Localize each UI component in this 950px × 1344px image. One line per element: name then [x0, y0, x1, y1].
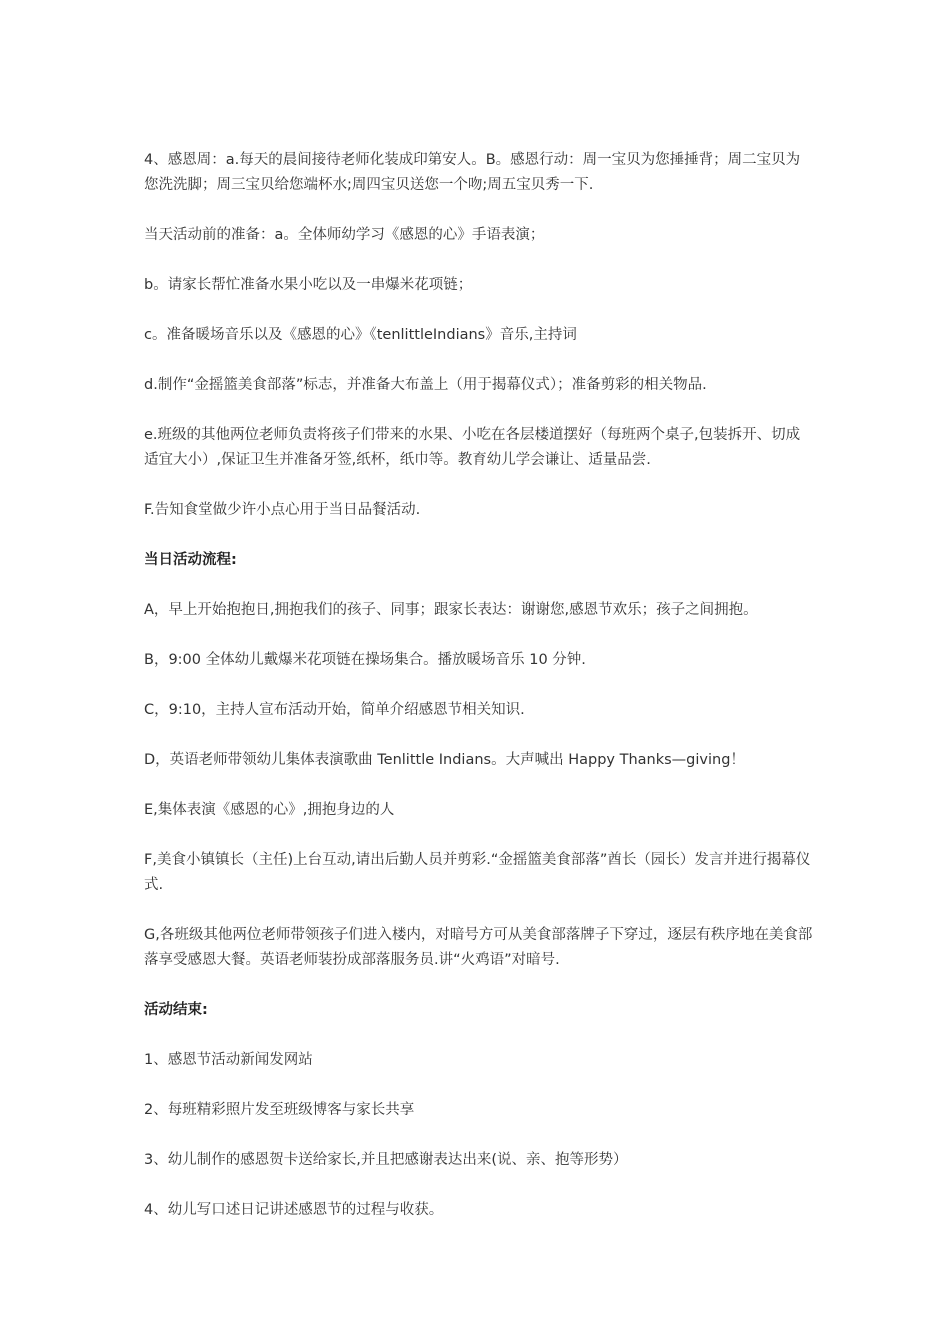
section-heading-end: 活动结束:: [144, 1002, 208, 1018]
paragraph-16: 2、每班精彩照片发至班级博客与家长共享: [144, 1102, 415, 1118]
paragraph-4: c。准备暖场音乐以及《感恩的心》《tenlittleIndians》音乐,主持词: [144, 327, 577, 343]
paragraph-10: C，9:10，主持人宣布活动开始，简单介绍感恩节相关知识.: [144, 702, 525, 718]
paragraph-1: 4、感恩周：a.每天的晨间接待老师化装成印第安人。B。感恩行动：周一宝贝为您捶捶背；周二宝贝为您洗洗脚；周三宝贝给您端杯水;周四宝贝送您一个吻;周五宝贝秀一下.: [144, 152, 801, 193]
paragraph-3: b。请家长帮忙准备水果小吃以及一串爆米花项链；: [144, 277, 473, 293]
paragraph-15: 1、感恩节活动新闻发网站: [144, 1052, 313, 1068]
document-page: [144, 148, 814, 1248]
paragraph-6: e.班级的其他两位老师负责将孩子们带来的水果、小吃在各层楼道摆好（每班两个桌子,包装拆开、切成适宜大小）,保证卫生并准备牙签,纸杯，纸巾等。教育幼儿学会谦让、适量品尝.: [144, 427, 801, 468]
paragraph-11: D，英语老师带领幼儿集体表演歌曲 Tenlittle Indians。大声喊出 Happy Thanks—giving！: [144, 752, 745, 768]
section-heading-flow: 当日活动流程:: [144, 552, 237, 568]
paragraph-8: A，早上开始抱抱日,拥抱我们的孩子、同事；跟家长表达：谢谢您,感恩节欢乐；孩子之间拥抱。: [144, 602, 758, 618]
paragraph-18: 4、幼儿写口述日记讲述感恩节的过程与收获。: [144, 1202, 444, 1218]
paragraph-17: 3、幼儿制作的感恩贺卡送给家长,并且把感谢表达出来(说、亲、抱等形势）: [144, 1152, 628, 1168]
paragraph-13: F,美食小镇镇长（主任)上台互动,请出后勤人员并剪彩.“金摇篮美食部落”酋长（园长）发言并进行揭幕仪式.: [144, 852, 811, 893]
paragraph-7: F.告知食堂做少许小点心用于当日品餐活动.: [144, 502, 421, 518]
paragraph-5: d.制作“金摇篮美食部落”标志，并准备大布盖上（用于揭幕仪式）；准备剪彩的相关物品.: [144, 377, 707, 393]
paragraph-14: G,各班级其他两位老师带领孩子们进入楼内，对暗号方可从美食部落牌子下穿过，逐层有秩序地在美食部落享受感恩大餐。英语老师装扮成部落服务员.讲“火鸡语”对暗号.: [144, 927, 813, 968]
paragraph-2: 当天活动前的准备：a。全体师幼学习《感恩的心》手语表演；: [144, 227, 545, 243]
paragraph-9: B，9:00 全体幼儿戴爆米花项链在操场集合。播放暖场音乐 10 分钟.: [144, 652, 586, 668]
paragraph-12: E,集体表演《感恩的心》,拥抱身边的人: [144, 802, 395, 818]
